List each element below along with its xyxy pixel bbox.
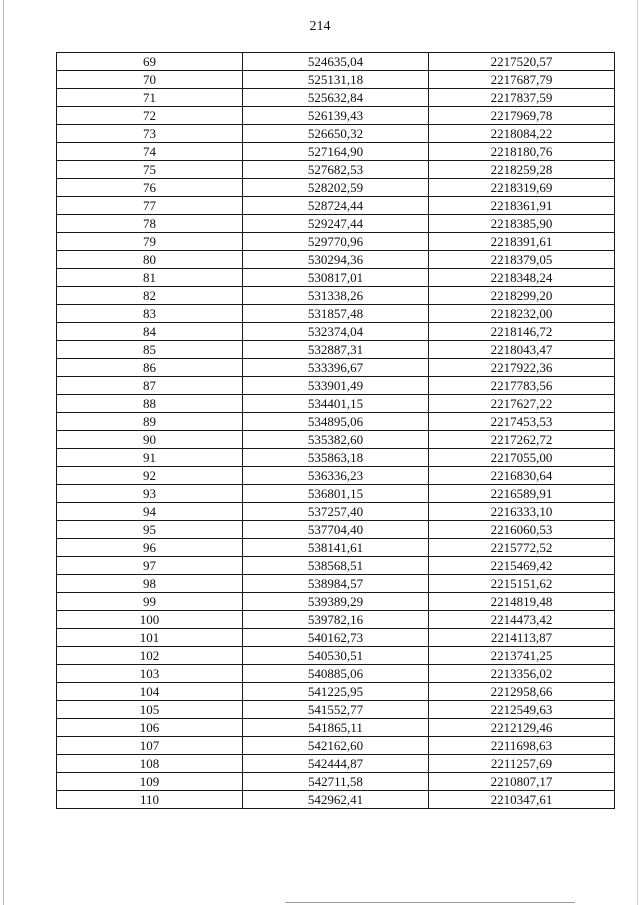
- point-number-cell: 101: [57, 629, 243, 647]
- point-number-cell: 77: [57, 197, 243, 215]
- x-coordinate-cell: 541865,11: [243, 719, 429, 737]
- y-coordinate-cell: 2218299,20: [429, 287, 615, 305]
- table-row: [57, 719, 615, 737]
- table-row: [57, 269, 615, 287]
- y-coordinate-cell: 2214113,87: [429, 629, 615, 647]
- x-coordinate-cell: 532887,31: [243, 341, 429, 359]
- table-row: [57, 413, 615, 431]
- point-number-cell: 98: [57, 575, 243, 593]
- x-coordinate-cell: 524635,04: [243, 53, 429, 71]
- y-coordinate-cell: 2211698,63: [429, 737, 615, 755]
- point-number-cell: 72: [57, 107, 243, 125]
- x-coordinate-cell: 527682,53: [243, 161, 429, 179]
- y-coordinate-cell: 2218348,24: [429, 269, 615, 287]
- point-number-cell: 104: [57, 683, 243, 701]
- coordinates-table: [56, 52, 615, 809]
- y-coordinate-cell: 2218259,28: [429, 161, 615, 179]
- x-coordinate-cell: 542444,87: [243, 755, 429, 773]
- x-coordinate-cell: 532374,04: [243, 323, 429, 341]
- x-coordinate-cell: 540885,06: [243, 665, 429, 683]
- x-coordinate-cell: 541552,77: [243, 701, 429, 719]
- y-coordinate-cell: 2216060,53: [429, 521, 615, 539]
- table-row: [57, 251, 615, 269]
- point-number-cell: 99: [57, 593, 243, 611]
- y-coordinate-cell: 2217453,53: [429, 413, 615, 431]
- x-coordinate-cell: 526139,43: [243, 107, 429, 125]
- point-number-cell: 102: [57, 647, 243, 665]
- table-row: [57, 683, 615, 701]
- page-number: 214: [309, 19, 331, 34]
- x-coordinate-cell: 536336,23: [243, 467, 429, 485]
- table-row: [57, 287, 615, 305]
- table-row: [57, 647, 615, 665]
- table-row: [57, 431, 615, 449]
- y-coordinate-cell: 2216830,64: [429, 467, 615, 485]
- x-coordinate-cell: 526650,32: [243, 125, 429, 143]
- x-coordinate-cell: 533901,49: [243, 377, 429, 395]
- y-coordinate-cell: 2217055,00: [429, 449, 615, 467]
- y-coordinate-cell: 2212129,46: [429, 719, 615, 737]
- table-row: [57, 503, 615, 521]
- table-row: [57, 161, 615, 179]
- y-coordinate-cell: 2217262,72: [429, 431, 615, 449]
- x-coordinate-cell: 525131,18: [243, 71, 429, 89]
- y-coordinate-cell: 2218385,90: [429, 215, 615, 233]
- table-row: [57, 107, 615, 125]
- y-coordinate-cell: 2218391,61: [429, 233, 615, 251]
- table-row: [57, 449, 615, 467]
- x-coordinate-cell: 535863,18: [243, 449, 429, 467]
- point-number-cell: 93: [57, 485, 243, 503]
- point-number-cell: 88: [57, 395, 243, 413]
- point-number-cell: 76: [57, 179, 243, 197]
- y-coordinate-cell: 2210347,61: [429, 791, 615, 809]
- table-row: [57, 125, 615, 143]
- point-number-cell: 105: [57, 701, 243, 719]
- point-number-cell: 91: [57, 449, 243, 467]
- x-coordinate-cell: 537257,40: [243, 503, 429, 521]
- table-row: [57, 323, 615, 341]
- y-coordinate-cell: 2212549,63: [429, 701, 615, 719]
- y-coordinate-cell: 2218361,91: [429, 197, 615, 215]
- y-coordinate-cell: 2218319,69: [429, 179, 615, 197]
- y-coordinate-cell: 2217837,59: [429, 89, 615, 107]
- point-number-cell: 71: [57, 89, 243, 107]
- x-coordinate-cell: 534401,15: [243, 395, 429, 413]
- table-row: [57, 143, 615, 161]
- table-row: [57, 53, 615, 71]
- x-coordinate-cell: 527164,90: [243, 143, 429, 161]
- y-coordinate-cell: 2216589,91: [429, 485, 615, 503]
- point-number-cell: 110: [57, 791, 243, 809]
- point-number-cell: 108: [57, 755, 243, 773]
- table-row: [57, 215, 615, 233]
- table-row: [57, 755, 615, 773]
- point-number-cell: 75: [57, 161, 243, 179]
- y-coordinate-cell: 2213741,25: [429, 647, 615, 665]
- point-number-cell: 106: [57, 719, 243, 737]
- point-number-cell: 97: [57, 557, 243, 575]
- point-number-cell: 103: [57, 665, 243, 683]
- table-row: [57, 377, 615, 395]
- point-number-cell: 73: [57, 125, 243, 143]
- point-number-cell: 78: [57, 215, 243, 233]
- table-row: [57, 395, 615, 413]
- y-coordinate-cell: 2214473,42: [429, 611, 615, 629]
- table-row: [57, 665, 615, 683]
- point-number-cell: 94: [57, 503, 243, 521]
- point-number-cell: 107: [57, 737, 243, 755]
- table-row: [57, 467, 615, 485]
- point-number-cell: 83: [57, 305, 243, 323]
- x-coordinate-cell: 542711,58: [243, 773, 429, 791]
- point-number-cell: 85: [57, 341, 243, 359]
- x-coordinate-cell: 530817,01: [243, 269, 429, 287]
- table-row: [57, 197, 615, 215]
- x-coordinate-cell: 529247,44: [243, 215, 429, 233]
- y-coordinate-cell: 2217922,36: [429, 359, 615, 377]
- point-number-cell: 100: [57, 611, 243, 629]
- y-coordinate-cell: 2217687,79: [429, 71, 615, 89]
- x-coordinate-cell: 529770,96: [243, 233, 429, 251]
- table-row: [57, 233, 615, 251]
- y-coordinate-cell: 2217783,56: [429, 377, 615, 395]
- point-number-cell: 69: [57, 53, 243, 71]
- x-coordinate-cell: 531857,48: [243, 305, 429, 323]
- x-coordinate-cell: 540162,73: [243, 629, 429, 647]
- x-coordinate-cell: 538568,51: [243, 557, 429, 575]
- coordinates-table-body: [57, 53, 615, 809]
- table-row: [57, 611, 615, 629]
- table-row: [57, 593, 615, 611]
- x-coordinate-cell: 535382,60: [243, 431, 429, 449]
- y-coordinate-cell: 2217969,78: [429, 107, 615, 125]
- table-row: [57, 179, 615, 197]
- y-coordinate-cell: 2218232,00: [429, 305, 615, 323]
- scan-left-edge: [3, 0, 4, 905]
- y-coordinate-cell: 2218180,76: [429, 143, 615, 161]
- y-coordinate-cell: 2215772,52: [429, 539, 615, 557]
- table-row: [57, 737, 615, 755]
- point-number-cell: 92: [57, 467, 243, 485]
- x-coordinate-cell: 539782,16: [243, 611, 429, 629]
- y-coordinate-cell: 2217520,57: [429, 53, 615, 71]
- y-coordinate-cell: 2214819,48: [429, 593, 615, 611]
- y-coordinate-cell: 2216333,10: [429, 503, 615, 521]
- table-row: [57, 341, 615, 359]
- point-number-cell: 109: [57, 773, 243, 791]
- y-coordinate-cell: 2212958,66: [429, 683, 615, 701]
- table-row: [57, 773, 615, 791]
- table-row: [57, 539, 615, 557]
- table-row: [57, 791, 615, 809]
- point-number-cell: 96: [57, 539, 243, 557]
- point-number-cell: 70: [57, 71, 243, 89]
- y-coordinate-cell: 2215469,42: [429, 557, 615, 575]
- point-number-cell: 87: [57, 377, 243, 395]
- point-number-cell: 84: [57, 323, 243, 341]
- table-row: [57, 485, 615, 503]
- table-row: [57, 701, 615, 719]
- table-row: [57, 521, 615, 539]
- y-coordinate-cell: 2210807,17: [429, 773, 615, 791]
- point-number-cell: 80: [57, 251, 243, 269]
- x-coordinate-cell: 525632,84: [243, 89, 429, 107]
- y-coordinate-cell: 2218084,22: [429, 125, 615, 143]
- point-number-cell: 89: [57, 413, 243, 431]
- y-coordinate-cell: 2215151,62: [429, 575, 615, 593]
- y-coordinate-cell: 2218379,05: [429, 251, 615, 269]
- x-coordinate-cell: 541225,95: [243, 683, 429, 701]
- point-number-cell: 90: [57, 431, 243, 449]
- x-coordinate-cell: 540530,51: [243, 647, 429, 665]
- y-coordinate-cell: 2218146,72: [429, 323, 615, 341]
- table-row: [57, 557, 615, 575]
- table-row: [57, 89, 615, 107]
- x-coordinate-cell: 531338,26: [243, 287, 429, 305]
- point-number-cell: 74: [57, 143, 243, 161]
- table-row: [57, 359, 615, 377]
- x-coordinate-cell: 538984,57: [243, 575, 429, 593]
- x-coordinate-cell: 528724,44: [243, 197, 429, 215]
- x-coordinate-cell: 542162,60: [243, 737, 429, 755]
- x-coordinate-cell: 534895,06: [243, 413, 429, 431]
- y-coordinate-cell: 2218043,47: [429, 341, 615, 359]
- x-coordinate-cell: 536801,15: [243, 485, 429, 503]
- table-row: [57, 629, 615, 647]
- x-coordinate-cell: 533396,67: [243, 359, 429, 377]
- scan-bottom-edge: [285, 902, 575, 903]
- x-coordinate-cell: 537704,40: [243, 521, 429, 539]
- table-row: [57, 71, 615, 89]
- table-row: [57, 575, 615, 593]
- x-coordinate-cell: 542962,41: [243, 791, 429, 809]
- table-row: [57, 305, 615, 323]
- x-coordinate-cell: 530294,36: [243, 251, 429, 269]
- point-number-cell: 95: [57, 521, 243, 539]
- y-coordinate-cell: 2213356,02: [429, 665, 615, 683]
- x-coordinate-cell: 539389,29: [243, 593, 429, 611]
- x-coordinate-cell: 538141,61: [243, 539, 429, 557]
- y-coordinate-cell: 2211257,69: [429, 755, 615, 773]
- x-coordinate-cell: 528202,59: [243, 179, 429, 197]
- point-number-cell: 81: [57, 269, 243, 287]
- point-number-cell: 86: [57, 359, 243, 377]
- point-number-cell: 79: [57, 233, 243, 251]
- scan-right-edge: [637, 0, 638, 905]
- point-number-cell: 82: [57, 287, 243, 305]
- y-coordinate-cell: 2217627,22: [429, 395, 615, 413]
